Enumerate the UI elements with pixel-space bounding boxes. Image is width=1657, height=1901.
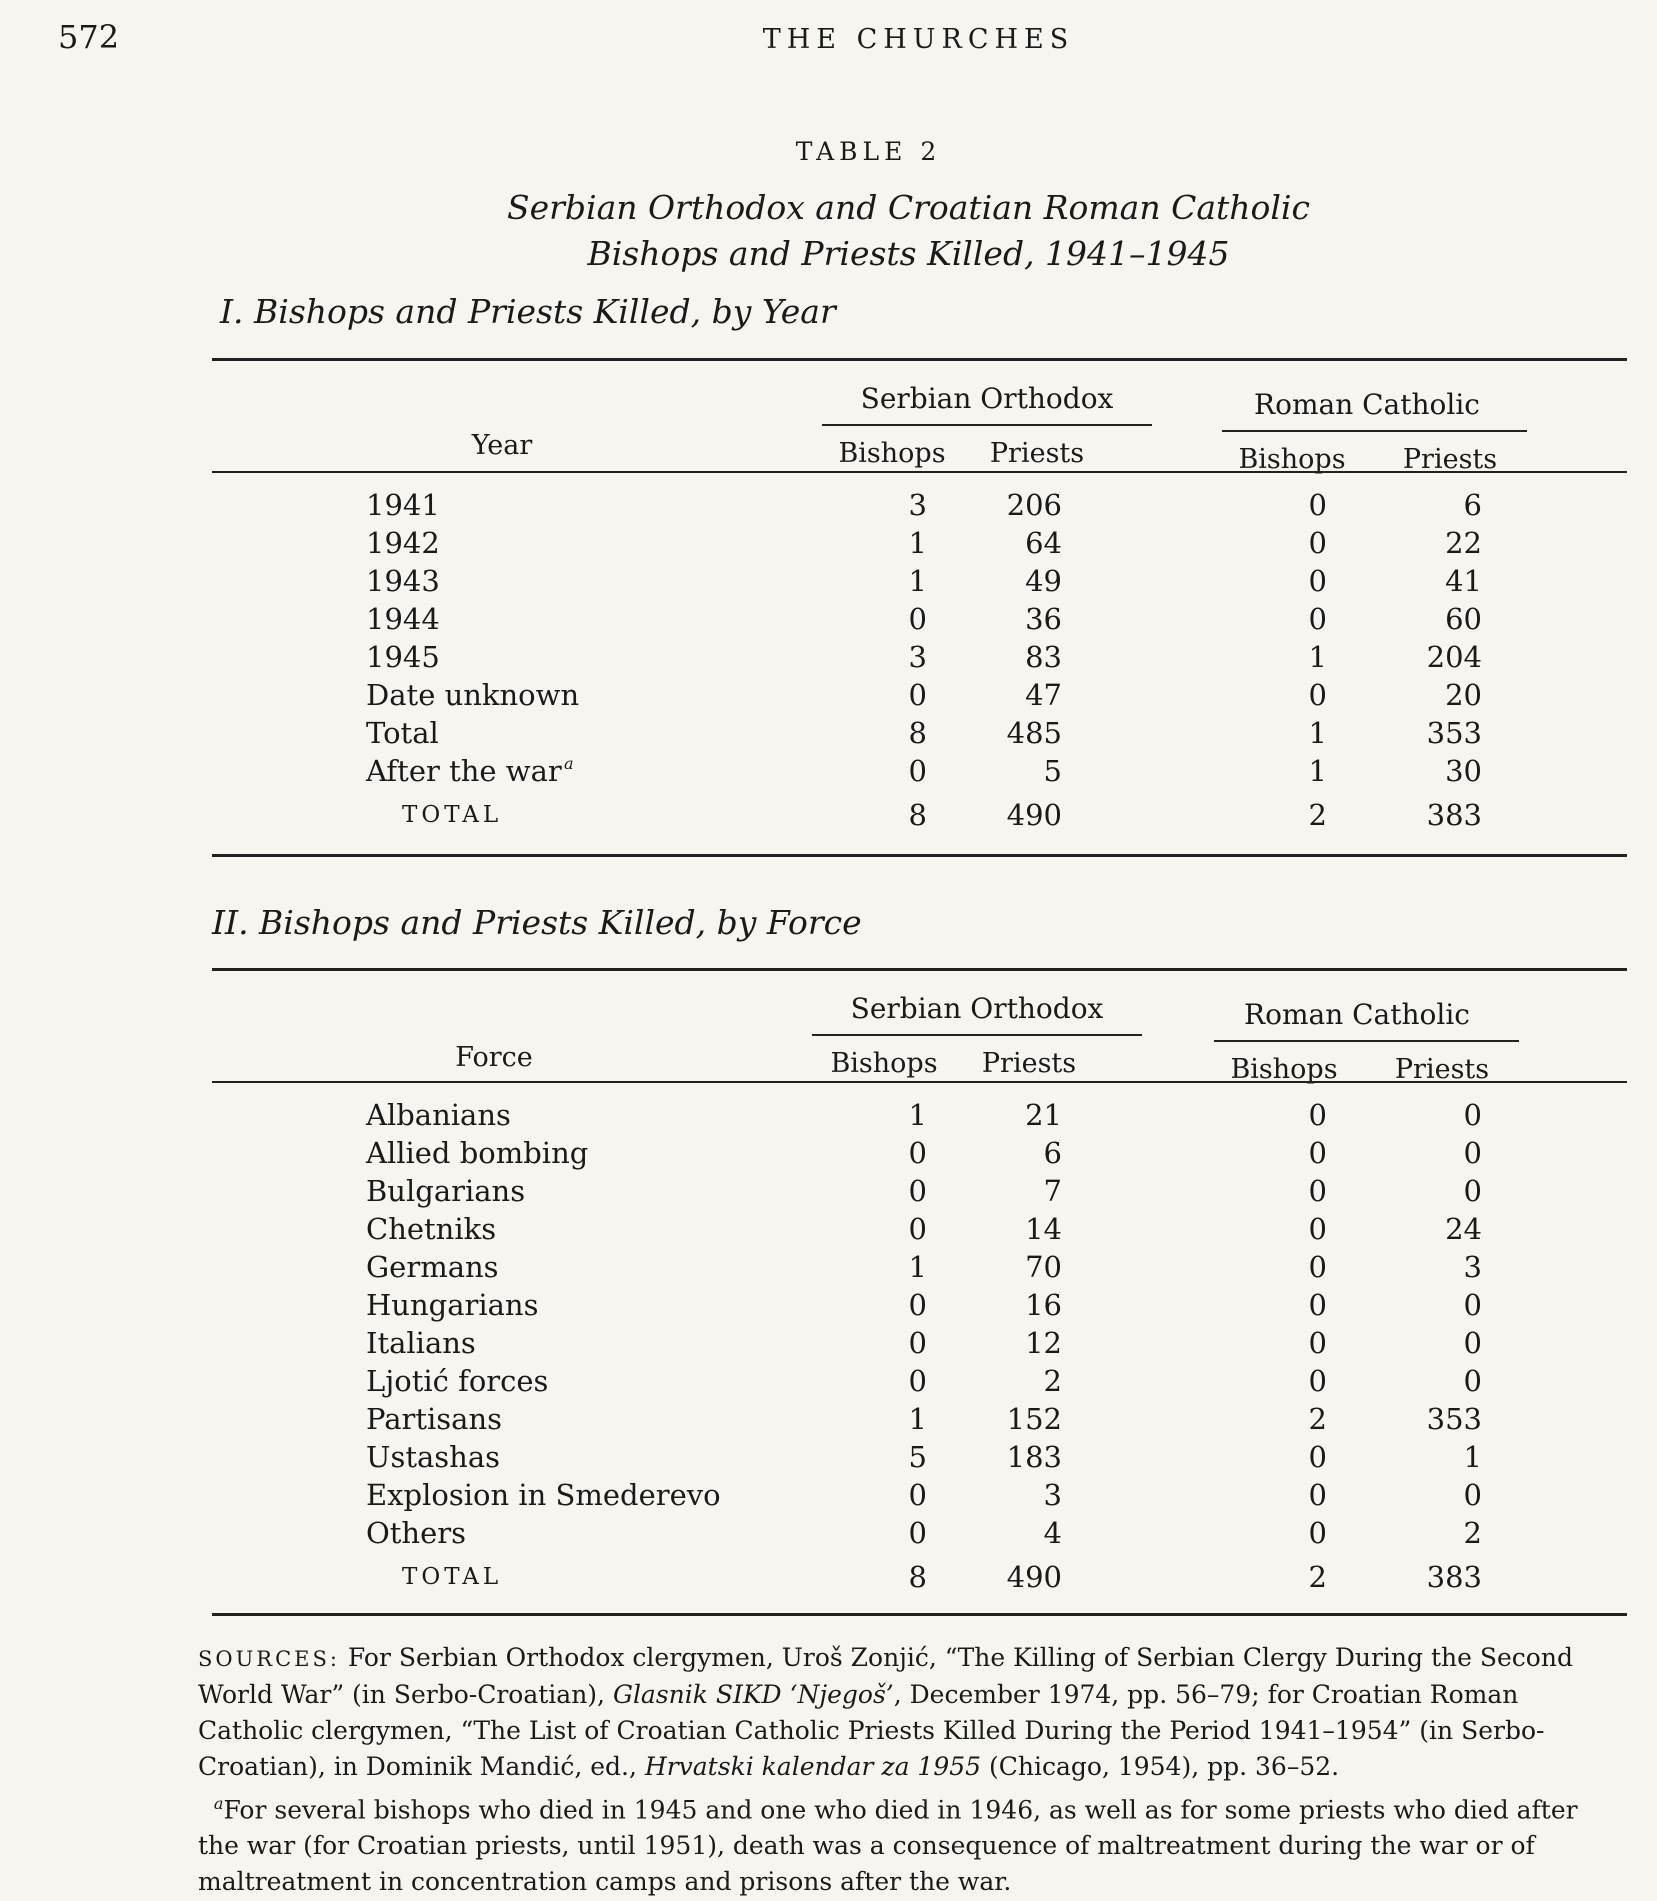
cell-serbian-priests: 152: [1006, 1402, 1062, 1436]
cell-serbian-priests: 12: [1025, 1326, 1062, 1360]
cell-catholic-priests: 383: [1426, 798, 1482, 832]
table-row: [212, 716, 1627, 754]
col-header-bishops: Bishops: [1238, 444, 1346, 475]
cell-serbian-priests: 490: [1006, 1560, 1062, 1594]
cell-serbian-bishops: 1: [908, 1098, 927, 1132]
cell-catholic-bishops: 0: [1308, 1250, 1327, 1284]
col-header-priests: Priests: [1402, 444, 1498, 475]
bottom-rule: [212, 854, 1627, 857]
cell-catholic-priests: 30: [1445, 754, 1482, 788]
cell-serbian-priests: 47: [1025, 678, 1062, 712]
cell-serbian-bishops: 0: [908, 1136, 927, 1170]
cell-catholic-bishops: 0: [1308, 1174, 1327, 1208]
row-label: Italians: [366, 1326, 476, 1360]
cell-catholic-bishops: 1: [1308, 640, 1327, 674]
cell-serbian-priests: 5: [1043, 754, 1062, 788]
cell-serbian-priests: 206: [1006, 488, 1062, 522]
col-header-priests: Priests: [981, 1048, 1077, 1079]
cell-serbian-bishops: 5: [908, 1440, 927, 1474]
cell-catholic-bishops: 0: [1308, 1440, 1327, 1474]
sources-journal-title: Glasnik SIKD ‘Njegoš’: [612, 1680, 894, 1709]
cell-serbian-priests: 64: [1025, 526, 1062, 560]
cell-catholic-priests: 204: [1426, 640, 1482, 674]
cell-serbian-priests: 83: [1025, 640, 1062, 674]
footnote-a: [198, 1786, 1603, 1900]
row-label: Germans: [366, 1250, 499, 1284]
cell-serbian-bishops: 0: [908, 602, 927, 636]
table-row: [212, 526, 1627, 564]
table-row: [212, 678, 1627, 716]
cell-catholic-priests: 353: [1426, 1402, 1482, 1436]
row-label: Ljotić forces: [366, 1364, 549, 1398]
col-header-priests: Priests: [1394, 1054, 1490, 1085]
running-head: THE CHURCHES: [762, 24, 1075, 55]
table-row: [212, 1402, 1627, 1440]
header-rule: [212, 1081, 1627, 1083]
cell-serbian-bishops: 0: [908, 1326, 927, 1360]
table-row: [212, 488, 1627, 526]
header-rule: [212, 471, 1627, 473]
row-label: Total: [366, 716, 439, 750]
row-label: 1941: [366, 488, 440, 522]
cell-catholic-priests: 20: [1445, 678, 1482, 712]
cell-serbian-bishops: 1: [908, 1250, 927, 1284]
cell-serbian-priests: 21: [1025, 1098, 1062, 1132]
table-row: [212, 798, 1627, 836]
cell-serbian-priests: 6: [1043, 1136, 1062, 1170]
row-label-total: TOTAL: [402, 802, 503, 828]
footnote-text: For several bishops who died in 1945 and one who died in 1946, as well as for some priests who died after the war (for Croatian priests, until 1951), death was a consequence of maltreatment during the war or of maltreatment in concentration camps and prisons after the war.: [198, 1795, 1578, 1897]
cell-catholic-bishops: 2: [1308, 1560, 1327, 1594]
page-number: 572: [58, 18, 120, 56]
row-label: Allied bombing: [366, 1136, 589, 1170]
cell-serbian-priests: 4: [1043, 1516, 1062, 1550]
table-row: [212, 602, 1627, 640]
table-row: [212, 1478, 1627, 1516]
cell-serbian-bishops: 8: [908, 1560, 927, 1594]
cell-catholic-priests: 0: [1463, 1098, 1482, 1132]
row-label: 1943: [366, 564, 440, 598]
cell-catholic-bishops: 0: [1308, 526, 1327, 560]
table-row: [212, 1136, 1627, 1174]
cell-catholic-bishops: 0: [1308, 564, 1327, 598]
footnote-marker: a: [213, 1794, 224, 1813]
cell-serbian-priests: 14: [1025, 1212, 1062, 1246]
cell-catholic-priests: 0: [1463, 1364, 1482, 1398]
cell-serbian-bishops: 3: [908, 488, 927, 522]
cell-serbian-bishops: 1: [908, 564, 927, 598]
col-header-priests: Priests: [989, 438, 1085, 469]
cell-serbian-bishops: 0: [908, 678, 927, 712]
cell-catholic-bishops: 0: [1308, 602, 1327, 636]
sources-note: [198, 1640, 1603, 1785]
top-rule: [212, 358, 1627, 361]
cell-serbian-bishops: 0: [908, 1364, 927, 1398]
cell-catholic-bishops: 0: [1308, 1478, 1327, 1512]
row-label: Others: [366, 1516, 467, 1550]
cell-catholic-priests: 0: [1463, 1326, 1482, 1360]
row-label: Explosion in Smederevo: [366, 1478, 721, 1512]
table-row: [212, 1326, 1627, 1364]
cell-catholic-priests: 0: [1463, 1174, 1482, 1208]
table-row: [212, 1364, 1627, 1402]
cell-serbian-priests: 36: [1025, 602, 1062, 636]
table-row: [212, 1212, 1627, 1250]
cell-serbian-bishops: 1: [908, 526, 927, 560]
cell-catholic-bishops: 0: [1308, 1326, 1327, 1360]
table-row: [212, 754, 1627, 792]
stub-header-force: Force: [455, 1042, 533, 1073]
cell-serbian-bishops: 3: [908, 640, 927, 674]
table-row: [212, 1516, 1627, 1554]
group-roman-catholic: Roman Catholic: [1254, 388, 1480, 421]
section1-title: I. Bishops and Priests Killed, by Year: [220, 292, 836, 331]
cell-catholic-bishops: 2: [1308, 798, 1327, 832]
row-label: 1944: [366, 602, 440, 636]
cell-serbian-priests: 183: [1006, 1440, 1062, 1474]
table-caption-line2: Bishops and Priests Killed, 1941–1945: [587, 234, 1230, 273]
cell-catholic-priests: 6: [1463, 488, 1482, 522]
cell-serbian-bishops: 0: [908, 1212, 927, 1246]
cell-catholic-bishops: 2: [1308, 1402, 1327, 1436]
row-label: Ustashas: [366, 1440, 500, 1474]
cell-serbian-bishops: 0: [908, 1174, 927, 1208]
row-label: Date unknown: [366, 678, 580, 712]
sources-label: SOURCES:: [198, 1647, 340, 1671]
table-caption-line1: Serbian Orthodox and Croatian Roman Catholic: [507, 188, 1310, 227]
footnote-ref: a: [564, 754, 574, 773]
cell-catholic-bishops: 0: [1308, 678, 1327, 712]
group-serbian-orthodox: Serbian Orthodox: [860, 382, 1114, 415]
row-label: Partisans: [366, 1402, 503, 1436]
table-row: [212, 1288, 1627, 1326]
cell-serbian-priests: 49: [1025, 564, 1062, 598]
col-header-bishops: Bishops: [1230, 1054, 1338, 1085]
cell-catholic-priests: 383: [1426, 1560, 1482, 1594]
row-label: Chetniks: [366, 1212, 497, 1246]
cell-serbian-bishops: 8: [908, 716, 927, 750]
cell-serbian-priests: 2: [1043, 1364, 1062, 1398]
cell-catholic-priests: 24: [1445, 1212, 1482, 1246]
cell-catholic-bishops: 0: [1308, 1098, 1327, 1132]
group-rule: [1214, 1040, 1519, 1042]
cell-catholic-bishops: 0: [1308, 1288, 1327, 1322]
cell-serbian-bishops: 0: [908, 1288, 927, 1322]
cell-catholic-priests: 0: [1463, 1136, 1482, 1170]
cell-serbian-bishops: 0: [908, 1478, 927, 1512]
cell-serbian-priests: 3: [1043, 1478, 1062, 1512]
bottom-rule: [212, 1613, 1627, 1616]
cell-catholic-bishops: 1: [1308, 754, 1327, 788]
table-row: [212, 1174, 1627, 1212]
cell-serbian-bishops: 8: [908, 798, 927, 832]
table-row: [212, 1250, 1627, 1288]
cell-serbian-priests: 7: [1043, 1174, 1062, 1208]
group-roman-catholic: Roman Catholic: [1244, 998, 1470, 1031]
cell-catholic-priests: 60: [1445, 602, 1482, 636]
table-row: [212, 1440, 1627, 1478]
row-label: After the war: [366, 754, 562, 788]
cell-catholic-priests: 22: [1445, 526, 1482, 560]
section2-title: II. Bishops and Priests Killed, by Force: [212, 903, 862, 942]
cell-serbian-bishops: 0: [908, 754, 927, 788]
stub-header-year: Year: [471, 430, 533, 461]
cell-catholic-priests: 1: [1463, 1440, 1482, 1474]
cell-serbian-bishops: 0: [908, 1516, 927, 1550]
table-row: [212, 564, 1627, 602]
cell-serbian-priests: 70: [1025, 1250, 1062, 1284]
group-rule: [1222, 430, 1527, 432]
cell-serbian-priests: 16: [1025, 1288, 1062, 1322]
cell-catholic-bishops: 0: [1308, 1364, 1327, 1398]
row-label-total: TOTAL: [402, 1564, 503, 1590]
row-label: 1945: [366, 640, 440, 674]
table-label: TABLE 2: [795, 137, 942, 166]
table-row: [212, 1560, 1627, 1598]
cell-catholic-bishops: 0: [1308, 1212, 1327, 1246]
sources-text: , December 1974, pp. 56–79; for Croatian Roman Catholic clergymen, “The List of Croatian Catholic Priests Killed During the Period 1941–1954” (in Serbo-Croatian), in Dominik Mandić, ed.,: [198, 1680, 1545, 1781]
cell-serbian-priests: 485: [1006, 716, 1062, 750]
sources-book-title: Hrvatski kalendar za 1955: [644, 1752, 982, 1781]
sources-text: (Chicago, 1954), pp. 36–52.: [981, 1752, 1340, 1781]
cell-catholic-priests: 3: [1463, 1250, 1482, 1284]
cell-catholic-bishops: 0: [1308, 488, 1327, 522]
cell-catholic-priests: 353: [1426, 716, 1482, 750]
group-serbian-orthodox: Serbian Orthodox: [850, 992, 1104, 1025]
col-header-bishops: Bishops: [830, 1048, 938, 1079]
cell-catholic-priests: 0: [1463, 1478, 1482, 1512]
sources-text: For Serbian Orthodox clergymen, Uroš Zonjić, “The Killing of Serbian Clergy During the Second World War” (in Serbo-Croatian),: [198, 1643, 1573, 1709]
cell-catholic-priests: 41: [1445, 564, 1482, 598]
table-row: [212, 1098, 1627, 1136]
top-rule: [212, 968, 1627, 971]
row-label: Albanians: [366, 1098, 511, 1132]
col-header-bishops: Bishops: [838, 438, 946, 469]
group-rule: [822, 424, 1152, 426]
cell-serbian-priests: 490: [1006, 798, 1062, 832]
group-rule: [812, 1034, 1142, 1036]
row-label: Hungarians: [366, 1288, 539, 1322]
row-label: 1942: [366, 526, 440, 560]
cell-catholic-priests: 0: [1463, 1288, 1482, 1322]
cell-catholic-priests: 2: [1463, 1516, 1482, 1550]
cell-serbian-bishops: 1: [908, 1402, 927, 1436]
cell-catholic-bishops: 1: [1308, 716, 1327, 750]
table-row: [212, 640, 1627, 678]
cell-catholic-bishops: 0: [1308, 1516, 1327, 1550]
row-label: Bulgarians: [366, 1174, 526, 1208]
cell-catholic-bishops: 0: [1308, 1136, 1327, 1170]
